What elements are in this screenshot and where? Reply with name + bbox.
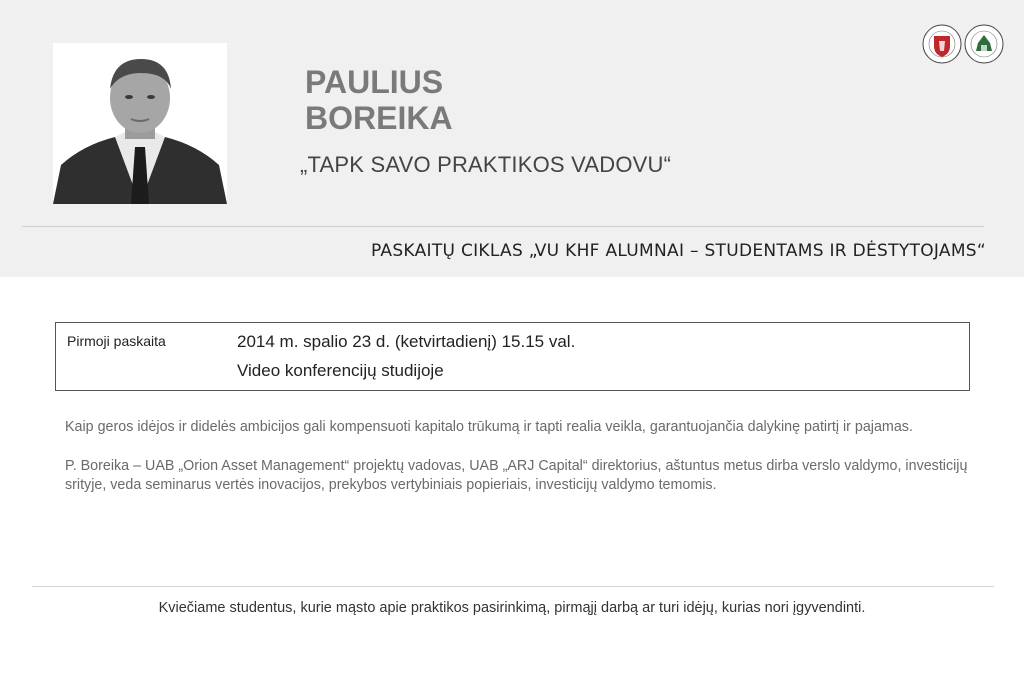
event-info-box (55, 322, 970, 391)
lecture-title: „TAPK SAVO PRAKTIKOS VADOVU“ (300, 152, 672, 177)
speaker-name (305, 64, 453, 136)
lecture-series-title: PASKAITŲ CIKLAS „VU KHF ALUMNAI – STUDENTAMS IR DĖSTYTOJAMS“ (370, 241, 986, 261)
logos (922, 21, 1004, 67)
lecture-description: Kaip geros idėjos ir didelės ambicijos gali kompensuoti kapitalo trūkumą ir tapti realia veikla, garantuojančia dalykinę patirtį ir pajamas. (65, 419, 913, 435)
header-divider (22, 226, 984, 227)
university-seal-icon (923, 25, 961, 63)
speaker-photo (53, 43, 227, 204)
footer-divider (32, 586, 994, 587)
event-date: 2014 m. spalio 23 d. (ketvirtadienį) 15.15 val. (237, 332, 576, 351)
speaker-bio: P. Boreika – UAB „Orion Asset Management“ projektų vadovas, UAB „ARJ Capital“ direktorius, aštuntus metus dirba verslo valdymo, investicijų srityje, veda seminarus vertės inovacijos, prekybos vertybiniais popieriais, investicijų valdymo temomis. (65, 458, 968, 493)
event-place: Video konferencijų studijoje (237, 361, 444, 380)
speaker-first-name: PAULIUS (305, 64, 444, 100)
event-label: Pirmoji paskaita (67, 333, 166, 349)
speaker-last-name: BOREIKA (305, 100, 453, 136)
faculty-seal-icon (965, 25, 1003, 63)
invitation-text: Kviečiame studentus, kurie mąsto apie praktikos pasirinkimą, pirmąjį darbą ar turi idėjų, kurias nori įgyvendinti. (158, 600, 866, 616)
